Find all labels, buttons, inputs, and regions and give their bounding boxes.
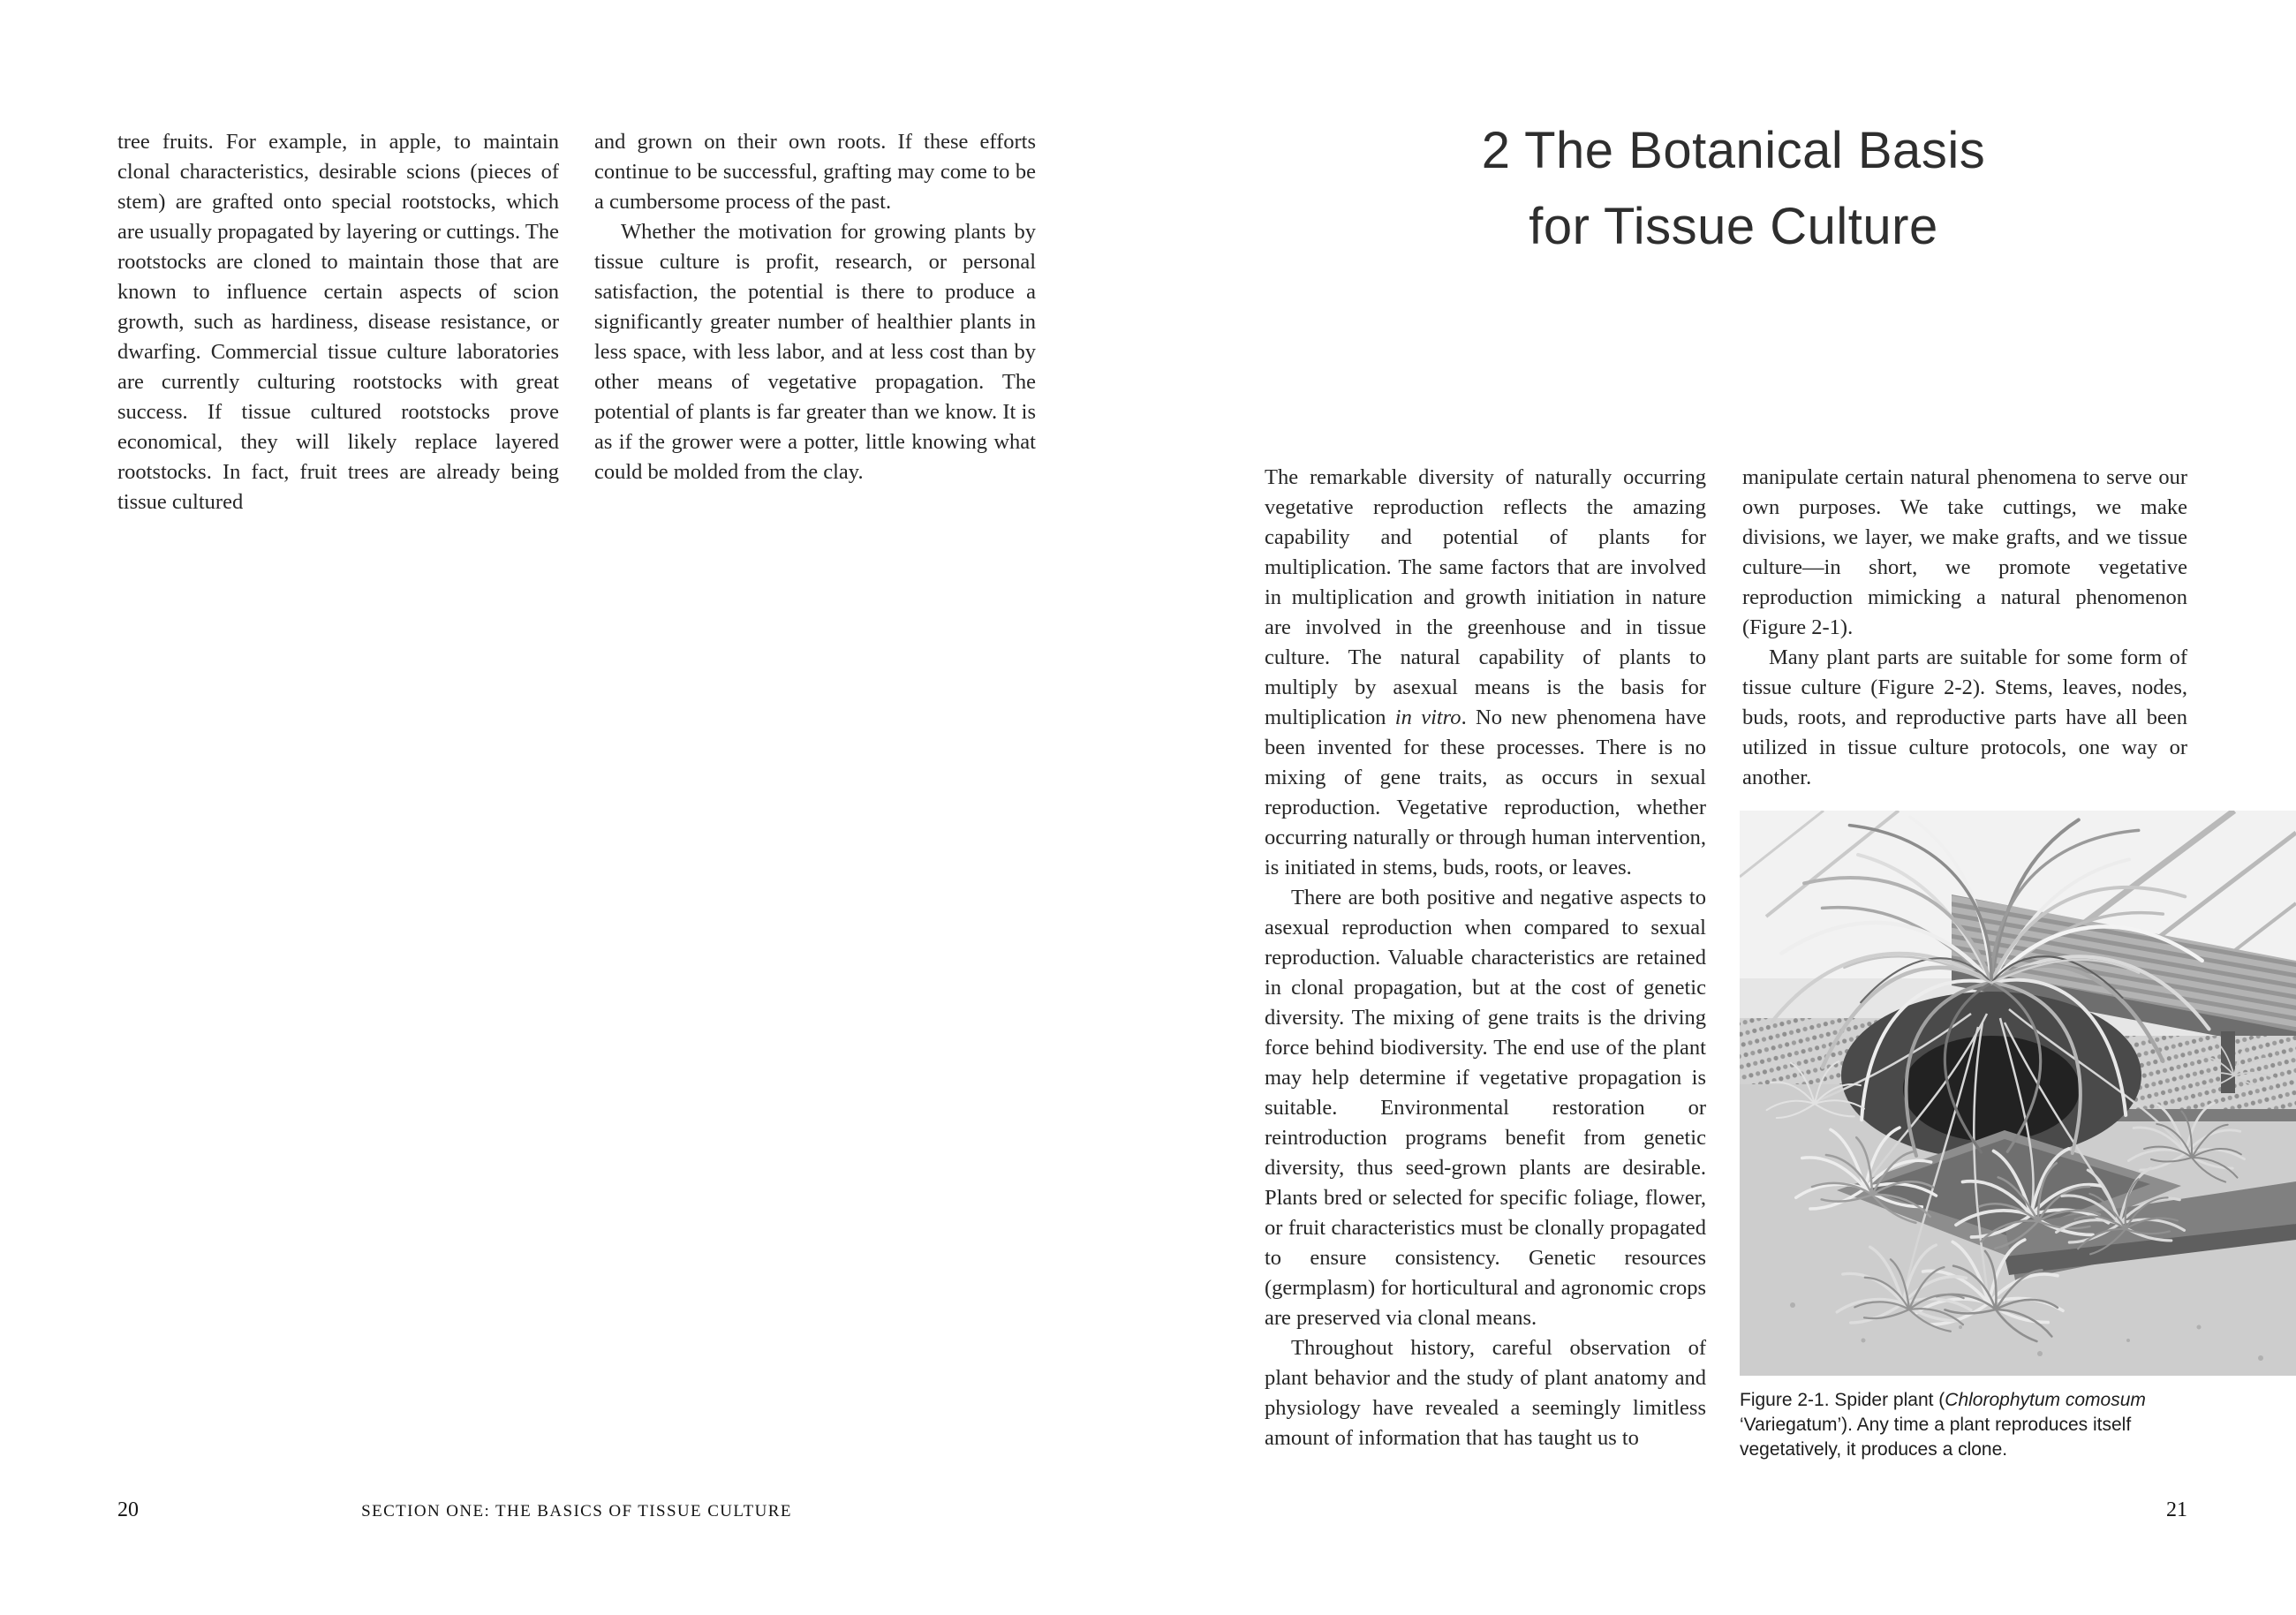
paragraph: Whether the motivation for growing plants by tissue culture is profit, research, or personal satisfaction, the potential is there to produce a significantly greater number of healthier plants in less space, with less labor, and at less cost than by other means of vegetative propagation. The potential of plants is far greater than we know. It is as if the grower were a potter, little knowing what could be molded from the clay. [594,220,1036,484]
paragraph: tree fruits. For example, in apple, to maintain clonal characteristics, desirable scions (pieces of stem) are grafted onto special rootstocks, which are usually propagated by layering or cuttings. The rootstocks are cloned to maintain those that are known to influence certain aspects of scion growth, such as hardiness, disease resistance, or dwarfing. Commercial tissue culture laboratories are currently culturing rootstocks with great success. If tissue cultured rootstocks prove economical, they will likely replace layered rootstocks. In fact, fruit trees are already being tissue cultured [117,130,559,514]
figure-2-1 [1740,811,2296,1376]
paragraph: Figure 2-1. Spider plant (Chlorophytum comosum ‘Variegatum’). Any time a plant reproduces itself vegetatively, it produces a clone. [1740,1390,2146,1460]
figure-2-1-caption [1740,1388,2172,1462]
running-head: SECTION ONE: THE BASICS OF TISSUE CULTURE [361,1502,792,1521]
paragraph: manipulate certain natural phenomena to serve our own purposes. We take cuttings, we make divisions, we layer, we make grafts, and we tissue culture—in short, we promote vegetative reproduction mimicking a natural phenomenon (Figure 2-1). [1742,465,2187,639]
chapter-title-line1: 2 The Botanical Basis [1481,122,1986,179]
paragraph: There are both positive and negative aspects to asexual reproduction when compared to sexual reproduction. Valuable characteristics are retained in clonal propagation, but at the cost of genetic diversity. The mixing of gene traits is the driving force behind biodiversity. The end use of the plant may help determine if vegetative propagation is suitable. Environmental restoration or reintroduction programs benefit from genetic diversity, thus seed-grown plants are desirable. Plants bred or selected for specific foliage, flower, or fruit characteristics must be clonally propagated to ensure consistency. Genetic resources (germplasm) for horticultural and agronomic crops are preserved via clonal means. [1265,886,1706,1330]
chapter-title-line2: for Tissue Culture [1529,198,1938,255]
chapter-title [1263,113,2204,265]
right-page-column-1 [1265,463,1706,1453]
page-number-left: 20 [117,1498,139,1521]
left-page-column-1 [117,127,559,517]
left-page-column-2 [594,127,1036,487]
paragraph: Throughout history, careful observation of plant behavior and the study of plant anatomy and physiology have revealed a seemingly limitless amount of information that has taught us to [1265,1336,1706,1450]
spider-plant-photo [1740,811,2296,1376]
right-page-column-2 [1742,463,2187,793]
paragraph: and grown on their own roots. If these efforts continue to be successful, grafting may come to be a cumbersome process of the past. [594,130,1036,214]
paragraph: The remarkable diversity of naturally occurring vegetative reproduction reflects the amazing capability and potential of plants for multiplication. The same factors that are involved in multiplication and growth initiation in nature are involved in the greenhouse and in tissue culture. The natural capability of plants to multiply by asexual means is the basis for multiplication in vitro. No new phenomena have been invented for these processes. There is no mixing of gene traits, as occurs in sexual reproduction. Vegetative reproduction, whether occurring naturally or through human intervention, is initiated in stems, buds, roots, or leaves. [1265,465,1706,879]
paragraph: Many plant parts are suitable for some form of tissue culture (Figure 2-2). Stems, leaves, nodes, buds, roots, and reproductive parts have all been utilized in tissue culture protocols, one way or another. [1742,645,2187,789]
page-number-right: 21 [2166,1498,2187,1521]
